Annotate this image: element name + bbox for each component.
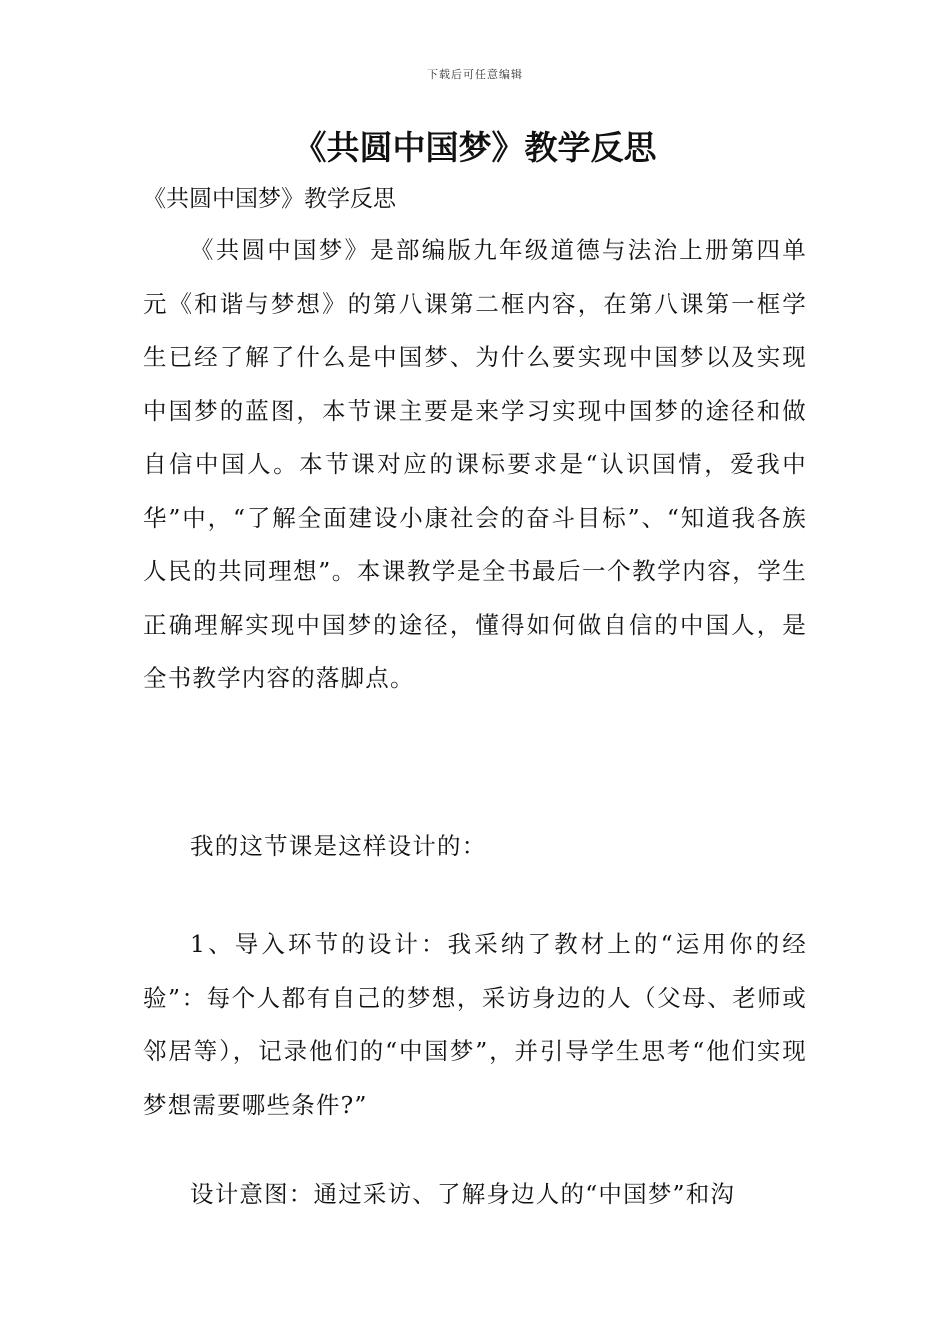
paragraph-design-lead: 我的这节课是这样设计的：	[190, 832, 487, 860]
header-note: 下载后可任意编辑	[427, 68, 523, 81]
paragraph-intro: 《共圆中国梦》是部编版九年级道德与法治上册第四单元《和谐与梦想》的第八课第二框内容，在第八课第一框学生已经了解了什么是中国梦、为什么要实现中国梦以及实现中国梦的蓝图，本节课主要是来学习实现中国梦的途径和做自信中国人。本节课对应的课标要求是“认识国情，爱我中华”中，“了解全面建设小康社会的奋斗目标”、“知道我各族人民的共同理想”。本课教学是全书最后一个教学内容，学生正确理解实现中国梦的途径，懂得如何做自信的中国人，是全书教学内容的落脚点。	[143, 236, 807, 692]
paragraph-design-intent: 设计意图：通过采访、了解身边人的“中国梦”和沟	[190, 1180, 736, 1208]
document-subtitle: 《共圆中国梦》教学反思	[143, 186, 396, 212]
paragraph-intro-design: 1、导入环节的设计：我采纳了教材上的“运用你的经验”：每个人都有自己的梦想，采访身边的人（父母、老师或邻居等），记录他们的“中国梦”，并引导学生思考“他们实现梦想需要哪些条件?”	[143, 930, 807, 1119]
document-title: 《共圆中国梦》教学反思	[293, 128, 657, 167]
